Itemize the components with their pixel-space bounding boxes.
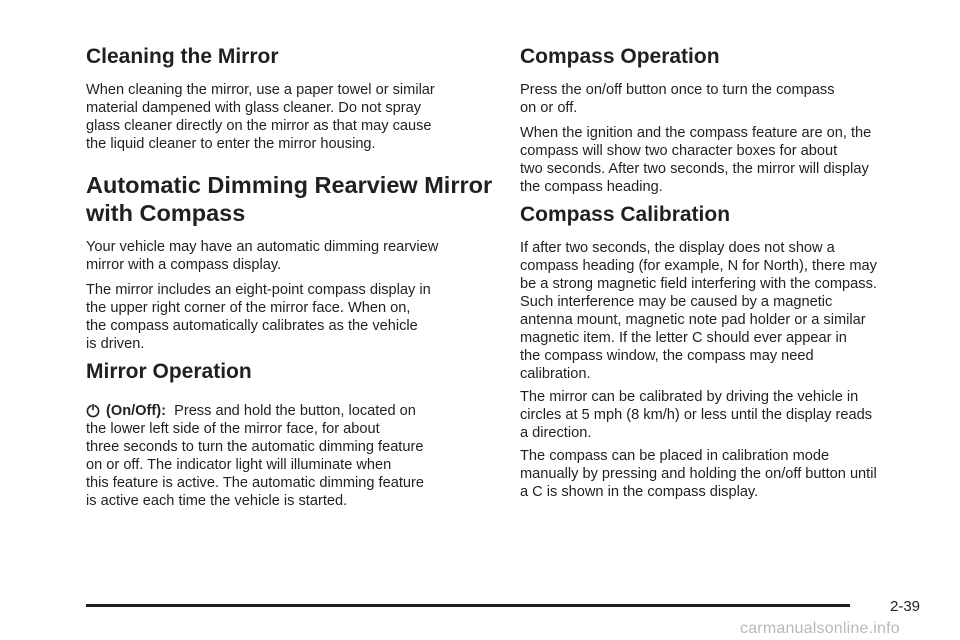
compass-calibration-heading: Compass Calibration <box>520 203 731 226</box>
text-line: circles at 5 mph (8 km/h) or less until the display reads <box>520 407 873 423</box>
text-line: Your vehicle may have an automatic dimming rearview <box>86 239 439 255</box>
text-line: material dampened with glass cleaner. Do not spray <box>86 100 422 116</box>
mirror-operation-heading: Mirror Operation <box>86 360 252 383</box>
text-line: magnetic item. If the letter C should ever appear in <box>520 330 847 346</box>
auto-dimming-paragraph-2 <box>86 281 431 353</box>
cleaning-heading: Cleaning the Mirror <box>86 45 279 68</box>
text-line: is driven. <box>86 336 145 352</box>
onoff-label: (On/Off): <box>106 403 166 419</box>
power-icon <box>86 403 100 418</box>
compass-operation-paragraph-1 <box>520 81 835 117</box>
text-line: the compass window, the compass may need <box>520 348 814 364</box>
text-line: antenna mount, magnetic note pad holder or a similar <box>520 312 866 328</box>
text-line: a C is shown in the compass display. <box>520 484 759 500</box>
text-line: on or off. The indicator light will illuminate when <box>86 457 392 473</box>
text-line: this feature is active. The automatic dimming feature <box>86 475 424 491</box>
cleaning-paragraph <box>86 81 435 153</box>
compass-operation-paragraph-2 <box>520 124 871 196</box>
text-line: The compass can be placed in calibration mode <box>520 448 830 464</box>
text-line: manually by pressing and holding the on/off button until <box>520 466 877 482</box>
compass-operation-heading: Compass Operation <box>520 45 720 68</box>
compass-calibration-paragraph-3 <box>520 447 877 501</box>
text-line: two seconds. After two seconds, the mirror will display <box>520 161 869 177</box>
text-line: the upper right corner of the mirror face. When on, <box>86 300 411 316</box>
text-line: the liquid cleaner to enter the mirror housing. <box>86 136 376 152</box>
text-line: The mirror includes an eight-point compass display in <box>86 282 431 298</box>
text-line: be a strong magnetic field interfering with the compass. <box>520 276 877 292</box>
text-line: The mirror can be calibrated by driving the vehicle in <box>520 389 859 405</box>
auto-dimming-paragraph-1 <box>86 238 438 274</box>
text-line: compass will show two character boxes for about <box>520 143 838 159</box>
text-line: Such interference may be caused by a magnetic <box>520 294 833 310</box>
text-line: the compass automatically calibrates as the vehicle <box>86 318 418 334</box>
text-line: If after two seconds, the display does not show a <box>520 240 835 256</box>
text-line: Press and hold the button, located on <box>174 403 416 419</box>
page-number: 2-39 <box>890 598 921 615</box>
footer-rule <box>86 604 850 607</box>
text-line: When the ignition and the compass feature are on, the <box>520 125 872 141</box>
text-line: a direction. <box>520 425 592 441</box>
text-line: on or off. <box>520 100 578 116</box>
text-line: glass cleaner directly on the mirror as that may cause <box>86 118 432 134</box>
text-line: When cleaning the mirror, use a paper towel or similar <box>86 82 435 98</box>
text-line: calibration. <box>520 366 591 382</box>
heading-line: Automatic Dimming Rearview Mirror <box>86 172 493 198</box>
text-line: Press the on/off button once to turn the compass <box>520 82 835 98</box>
text-line: is active each time the vehicle is started. <box>86 493 348 509</box>
heading-line: with Compass <box>86 200 246 226</box>
mirror-operation-paragraph <box>86 402 424 510</box>
text-line: three seconds to turn the automatic dimming feature <box>86 439 424 455</box>
auto-dimming-heading <box>86 171 492 227</box>
compass-calibration-paragraph-2 <box>520 388 872 442</box>
text-line: the compass heading. <box>520 179 663 195</box>
text-line: compass heading (for example, N for North), there may <box>520 258 877 274</box>
compass-calibration-paragraph-1 <box>520 239 877 383</box>
watermark: carmanualsonline.info <box>740 620 900 637</box>
text-line: the lower left side of the mirror face, for about <box>86 421 380 437</box>
text-line: mirror with a compass display. <box>86 257 282 273</box>
